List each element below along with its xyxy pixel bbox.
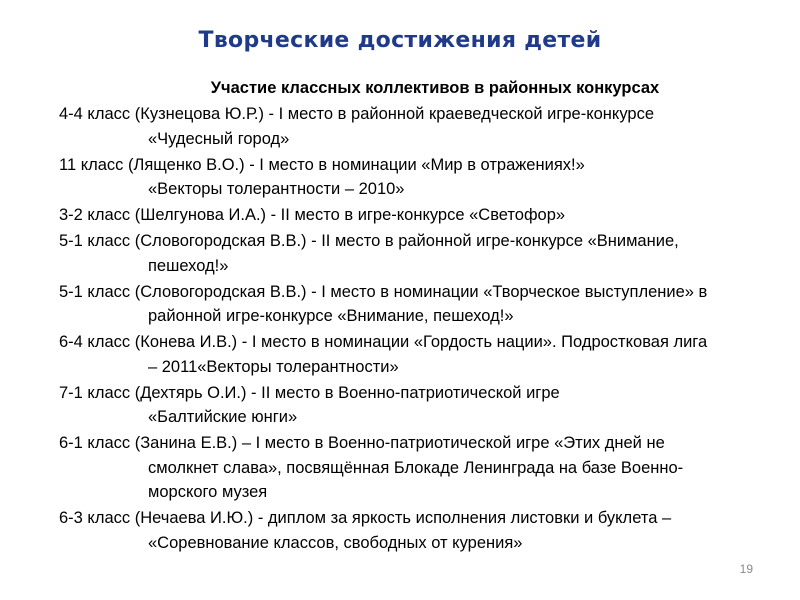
entry-line: 4-4 класс (Кузнецова Ю.Р.) - I место в районной краеведческой игре-конкурсе [59,105,654,123]
achievement-entry [59,203,789,228]
page-number: 19 [739,562,753,576]
entry-line: 6-3 класс (Нечаева И.Ю.) - диплом за яркость исполнения листовки и буклета – [59,509,672,527]
entry-continuation-line: морского музея [148,483,268,501]
entry-continuation-line: «Чудесный город» [148,129,290,148]
achievements-list [59,102,789,557]
achievement-entry [59,431,789,505]
achievement-entry [59,506,789,555]
entry-continuation-line: «Соревнование классов, свободных от курения» [148,533,523,552]
entry-continuation-line: «Векторы толерантности – 2010» [148,180,405,198]
entry-continuation-line: – 2011«Векторы толерантности» [148,357,399,376]
entry-line: 11 класс (Лященко В.О.) - I место в номинации «Мир в отражениях!» [59,155,585,174]
achievement-entry [59,102,789,151]
entry-continuation-line: смолкнет слава», посвящённая Блокаде Ленинграда на базе Военно- [148,458,684,477]
achievement-entry [59,280,789,329]
slide-title: Творческие достижения детей [198,28,602,53]
entry-continuation-line: пешеход!» [148,256,229,275]
entry-line: 6-1 класс (Занина Е.В.) – I место в Военно-патриотической игре «Этих дней не [59,434,665,452]
achievement-entry [59,381,789,430]
entry-line: 5-1 класс (Словогородская В.В.) - I место в номинации «Творческое выступление» в [59,282,708,301]
achievement-entry [59,330,789,379]
achievement-entry [59,229,789,278]
entry-line: 6-4 класс (Конева И.В.) - I место в номинации «Гордость нации». Подростковая лига [59,333,708,351]
entry-line: 7-1 класс (Дехтярь О.И.) - II место в Военно-патриотической игре [59,383,560,402]
entry-continuation-line: районной игре-конкурсе «Внимание, пешеход!» [148,307,514,325]
entry-line: 3-2 класс (Шелгунова И.А.) - II место в игре-конкурсе «Светофор» [59,206,566,224]
slide-subtitle: Участие классных коллективов в районных конкурсах [210,79,660,97]
achievement-entry [59,153,789,202]
entry-line: 5-1 класс (Словогородская В.В.) - II место в районной игре-конкурсе «Внимание, [59,232,679,250]
entry-continuation-line: «Балтийские юнги» [148,408,298,426]
